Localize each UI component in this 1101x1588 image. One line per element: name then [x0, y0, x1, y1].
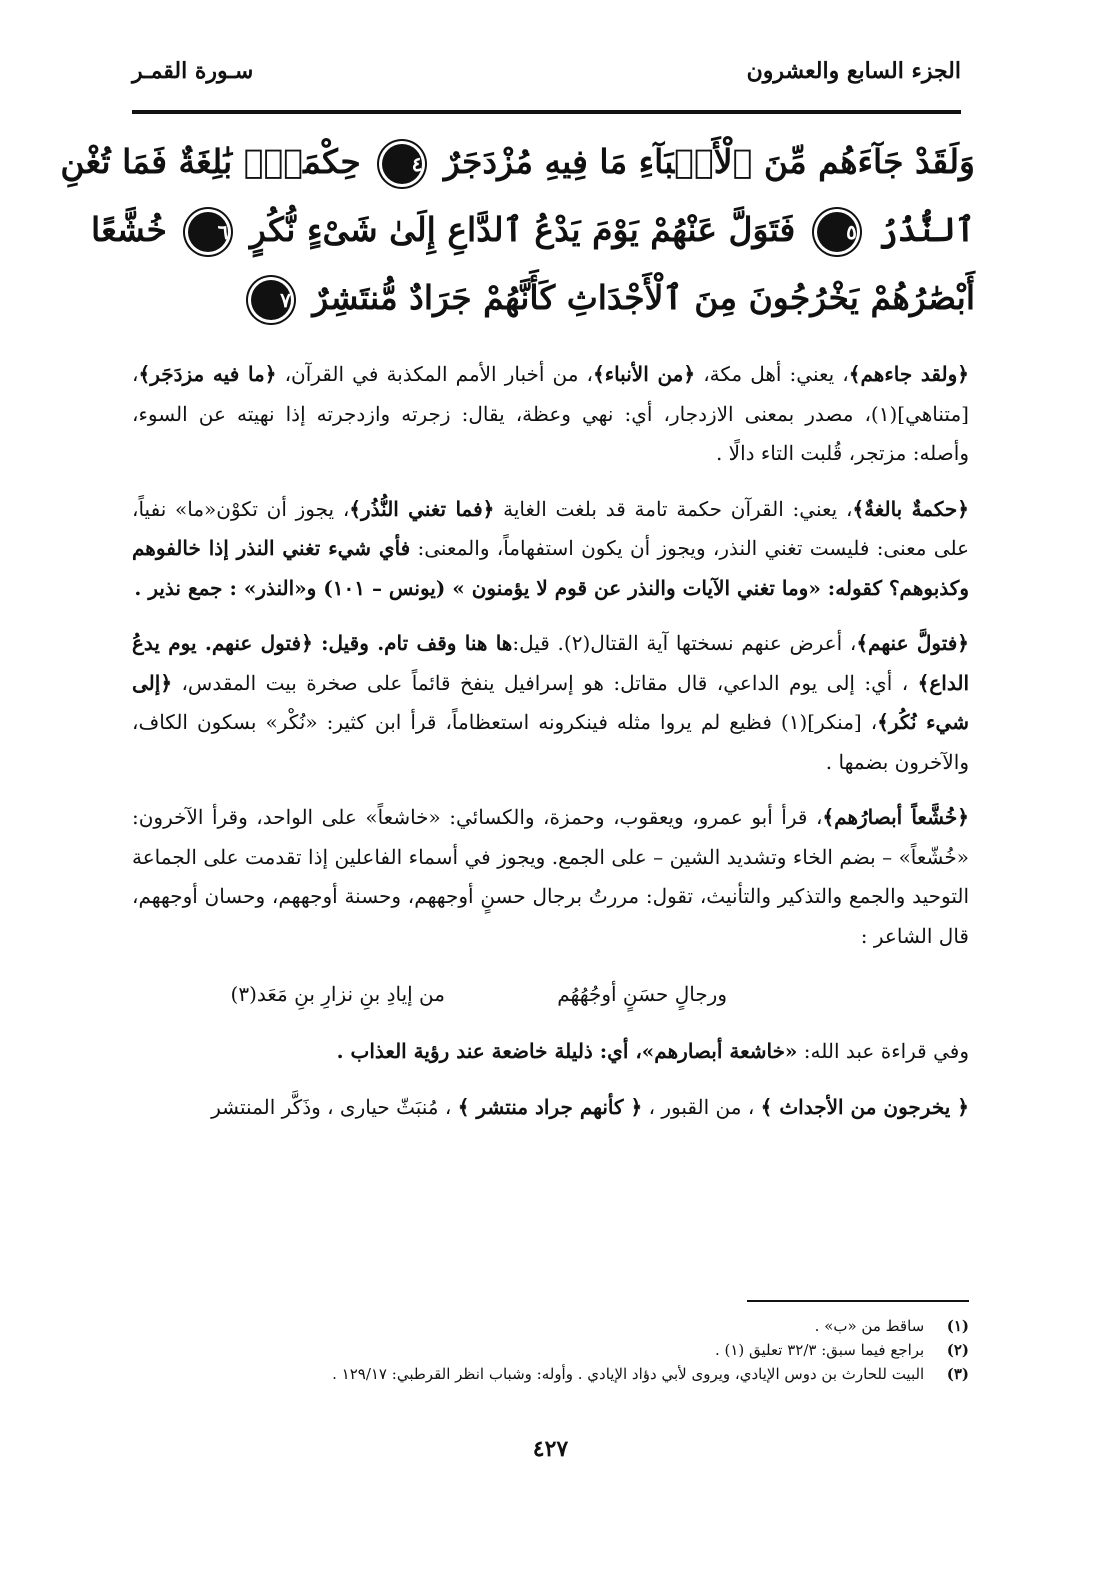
- tafsir-body: [132, 355, 969, 1143]
- paragraph-5: [132, 1032, 969, 1072]
- paragraph-6: [132, 1088, 969, 1128]
- quote: ﴿ولقد جاءهم﴾: [848, 362, 969, 386]
- quote: ﴿ما فيه مزدَجَر﴾: [138, 362, 277, 386]
- footnote-number: (١): [946, 1317, 969, 1335]
- text: ، من أخبار الأمم المكذبة في القرآن،: [276, 362, 593, 386]
- text: ، يجوز أن تكوْن«ما» نفياً، على معنى: فليست تغني النذر، ويجوز أن يكون استفهاماً، والمعنى:: [132, 496, 970, 560]
- poem-verse: [132, 972, 969, 1032]
- footnote-3: [132, 1362, 969, 1386]
- text: ، قرأ أبو عمرو، ويعقوب، وحمزة، والكسائي: «خاشعاً» على الواحد، وقرأ الآخرون: «خُشّعاً» – بضم الخاء وتشديد الشين – على الجمع. ويجوز في أسماء الفاعلين إذا تقدمت على الجماعة التوحيد والجمع والتذكير والتأنيث، تقول: مررتُ برجال حسنٍ أوجههم، وحسنة أوجههم، وحسان أوجههم، قال الشاعر :: [132, 805, 969, 948]
- footnote-rule: [747, 1300, 969, 1302]
- footnotes: [132, 1314, 969, 1386]
- quote: ها هنا وقف تام. وقيل: ﴿فتول عنهم. يوم يدعُ الداع﴾: [132, 631, 969, 695]
- quote: ﴿ يخرجون من الأجداث ﴾: [760, 1094, 969, 1119]
- quran-verses: [60, 128, 975, 332]
- ayah-marker-5: ٥: [817, 212, 857, 252]
- quote: ﴿حكمةٌ بالغةٌ﴾: [852, 496, 969, 521]
- surah-title: سـورة القمـر: [132, 58, 254, 84]
- ayah-marker-6: ٦: [188, 212, 228, 252]
- footnote-text: البيت للحارث بن دوس الإيادي، ويروى لأبي دؤاد الإيادي . وأوله: وشباب انظر القرطبي: ١٢٩/١٧ .: [332, 1365, 925, 1383]
- footnote-1: [132, 1314, 969, 1338]
- page-header: [132, 58, 961, 98]
- text: ، من القبور ،: [642, 1094, 761, 1119]
- verse-line-1: [60, 128, 975, 196]
- paragraph-3: [132, 624, 969, 782]
- quote: فأي شيء تغني النذر إذا خالفوهم وكذبوهم؟ كقوله: «وما تغني الآيات والنذر عن قوم لا يؤمنون » (يونس – ١٠١) و«النذر» : جمع نذير .: [132, 536, 969, 600]
- text: وفي قراءة عبد الله:: [797, 1039, 969, 1063]
- verse-line-3: [120, 264, 975, 332]
- paragraph-2: [132, 490, 969, 609]
- quote: ﴿ كأنهم جراد منتشر ﴾: [457, 1094, 643, 1119]
- verse-text: أَبْصَٰرُهُمْ يَخْرُجُونَ مِنَ ٱلْأَجْدَاثِ كَأَنَّهُمْ جَرَادٌ مُّنتَشِرٌ: [312, 278, 975, 317]
- text: ، يعني: القرآن حكمة تامة قد بلغت الغاية: [494, 496, 853, 521]
- quote: ﴿فما تغني النُّذُر﴾: [349, 496, 495, 521]
- quote: ﴿إلى شيء نُكُر﴾: [132, 670, 969, 734]
- juz-title: الجزء السابع والعشرون: [746, 58, 961, 84]
- paragraph-4: [132, 798, 969, 956]
- text: ، أعرض عنهم نسختها آية القتال(٢). قيل:: [512, 631, 857, 655]
- ayah-marker-7: ٧: [251, 280, 291, 320]
- text: ، مُنبَثّ حيارى ، وذَكَّر المنتشر: [211, 1094, 458, 1119]
- text: ، [متناهي](١)، مصدر بمعنى الازدجار، أي: نهي وعظة، يقال: زجرته وازدجرته إذا نهيته عن السوء، وأصله: مزتجر، قُلبت التاء دالًا .: [132, 362, 969, 465]
- footnote-2: [132, 1338, 969, 1362]
- poem-second-half: من إيادِ بنِ نزارِ بنِ مَعَد(٣): [230, 982, 445, 1006]
- footnote-text: ساقط من «ب» .: [814, 1317, 925, 1335]
- quote: ﴿خُشَّعاً أبصارُهم﴾: [822, 805, 969, 829]
- verse-text: حِكْمَةٌۢ بَٰلِغَةٌ فَمَا تُغْنِ: [60, 142, 361, 181]
- quote: ﴿من الأنباء﴾: [592, 362, 696, 386]
- verse-text: خُشَّعًا: [91, 210, 167, 249]
- verse-text: ٱلنُّذُرُ: [878, 210, 975, 249]
- text: ، [منكر](١) فظيع لم يروا مثله فينكرونه استعظاماً، قرأ ابن كثير: «نُكْر» بسكون الكاف، والآخرون بضمها .: [132, 710, 969, 774]
- verse-line-2: [91, 196, 975, 264]
- footnote-number: (٢): [946, 1341, 969, 1359]
- quote: «خاشعة أبصارهم»، أي: ذليلة خاضعة عند رؤية العذاب .: [336, 1039, 798, 1063]
- footnote-text: براجع فيما سبق: ٣٢/٣ تعليق (١) .: [714, 1341, 925, 1359]
- quote: ﴿فتولَّ عنهم﴾: [856, 631, 970, 655]
- footnote-number: (٣): [946, 1365, 969, 1383]
- text: ، أي: إلى يوم الداعي، قال مقاتل: هو إسرافيل ينفخ قائماً على صخرة بيت المقدس،: [172, 670, 918, 695]
- poem-first-half: ورجالٍ حسَنٍ أوجُهُهُم: [557, 982, 727, 1006]
- ayah-marker-4: ٤: [382, 144, 422, 184]
- header-rule: [132, 110, 961, 114]
- verse-text: فَتَوَلَّ عَنْهُمْ يَوْمَ يَدْعُ ٱلدَّاعِ إِلَىٰ شَىْءٍ نُّكُرٍ: [249, 210, 796, 249]
- verse-text: وَلَقَدْ جَآءَهُم مِّنَ ٱلْأَنۢبَآءِ مَا فِيهِ مُزْدَجَرٌ: [443, 142, 975, 181]
- page-number: ٤٢٧: [532, 1436, 569, 1462]
- paragraph-1: [132, 355, 969, 474]
- text: ، يعني: أهل مكة،: [695, 362, 849, 386]
